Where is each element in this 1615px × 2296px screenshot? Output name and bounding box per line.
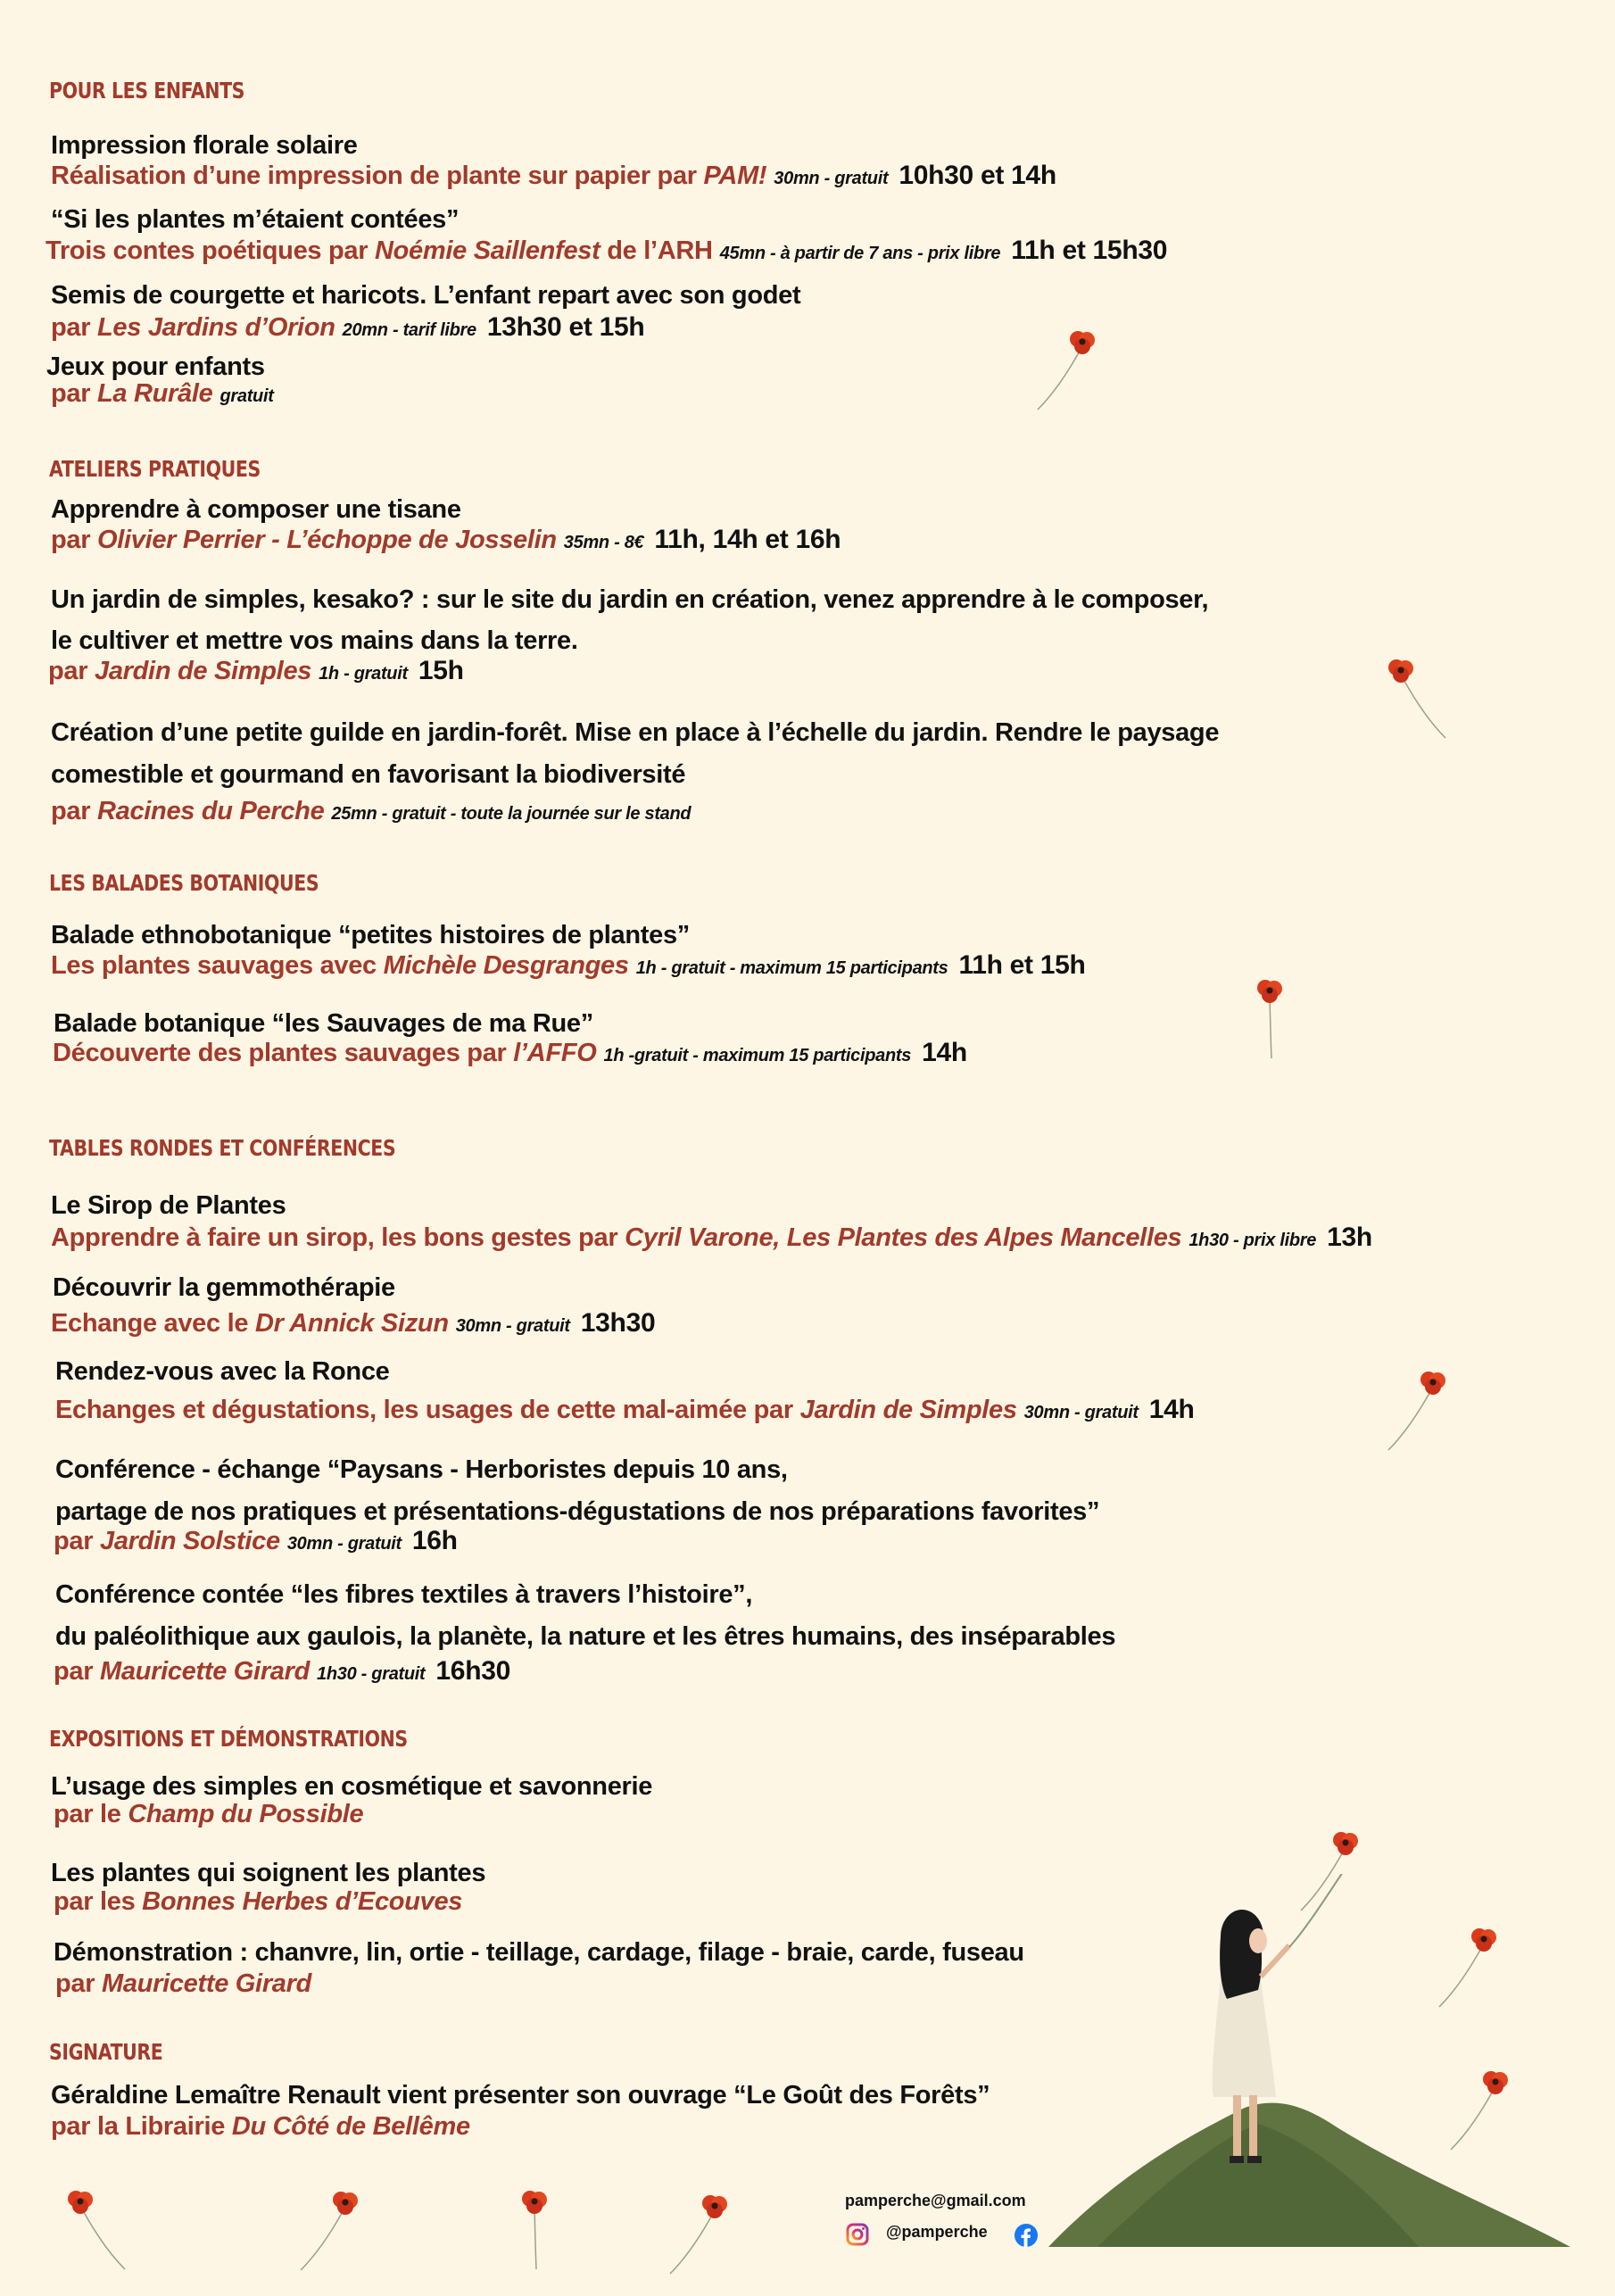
title-text: “Si les plantes m’étaient contées” <box>51 205 460 234</box>
title-text: Création d’une petite guilde en jardin-forêt. Mise en place à l’échelle du jardin. Rendre le paysage <box>51 718 1220 747</box>
activity-details <box>54 1654 510 1689</box>
activity-title <box>51 2077 990 2113</box>
host-name: La Rurâle <box>97 379 213 408</box>
title-text: L’usage des simples en cosmétique et savonnerie <box>51 1772 653 1801</box>
duration-price: 1h -gratuit - maximum 15 participants <box>603 1046 912 1065</box>
activity-title <box>53 1270 395 1305</box>
description-text: par <box>51 313 97 342</box>
activity-details <box>53 1035 967 1071</box>
duration-price: 25mn - gratuit - toute la journée sur le stand <box>331 804 692 824</box>
section-heading-text: TABLES RONDES ET CONFÉRENCES <box>49 1135 396 1161</box>
activity-title <box>51 715 1219 750</box>
description-text: Echange avec le <box>51 1309 255 1338</box>
activity-title <box>51 582 1208 618</box>
activity-details <box>48 653 464 689</box>
host-name: Les Jardins d’Orion <box>97 313 335 342</box>
schedule-time: 16h <box>411 1526 458 1555</box>
girl-on-hill-illustration <box>1044 1874 1579 2258</box>
duration-price: gratuit <box>219 386 274 406</box>
activity-title <box>55 1452 788 1488</box>
description-text: Découverte des plantes sauvages par <box>53 1039 514 1067</box>
activity-title <box>55 1354 389 1389</box>
duration-price: 1h - gratuit <box>319 664 408 684</box>
description-text: par les <box>54 1887 143 1916</box>
schedule-time: 10h30 et 14h <box>899 161 1056 190</box>
title-text: Le Sirop de Plantes <box>51 1191 286 1220</box>
title-text: du paléolithique aux gaulois, la planète, la nature et les êtres humains, des inséparables <box>55 1622 1116 1651</box>
title-text: Conférence - échange “Paysans - Herboristes depuis 10 ans, <box>55 1455 788 1484</box>
duration-price: 30mn - gratuit <box>774 169 889 188</box>
title-text: Balade botanique “les Sauvages de ma Rue” <box>54 1009 593 1038</box>
activity-title <box>55 1577 752 1612</box>
description-text: Apprendre à faire un sirop, les bons gestes par <box>51 1223 625 1252</box>
title-text: Démonstration : chanvre, lin, ortie - teillage, cardage, filage - braie, carde, fuseau <box>54 1938 1024 1967</box>
title-text: Géraldine Lemaître Renault vient présenter son ouvrage “Le Goût des Forêts” <box>51 2081 990 2110</box>
activity-details <box>51 793 698 829</box>
section-heading-text: POUR LES ENFANTS <box>49 78 245 104</box>
host-name: Jardin de Simples <box>95 657 312 685</box>
activity-title <box>51 278 800 313</box>
activity-details <box>51 1305 655 1341</box>
schedule-time: 14h <box>922 1038 967 1067</box>
duration-price: 1h30 - prix libre <box>1188 1231 1317 1250</box>
title-text: Un jardin de simples, kesako? : sur le site du jardin en création, venez apprendre à le composer, <box>51 585 1209 614</box>
description-text: Trois contes poétiques par <box>46 236 375 265</box>
host-name: Dr Annick Sizun <box>254 1309 449 1338</box>
duration-price: 20mn - tarif libre <box>342 320 476 340</box>
schedule-time: 13h <box>1327 1223 1372 1252</box>
title-text: Semis de courgette et haricots. L’enfant repart avec son godet <box>51 281 801 310</box>
duration-price: 30mn - gratuit <box>455 1316 570 1336</box>
section-heading-text: SIGNATURE <box>49 2039 163 2065</box>
schedule-time: 11h et 15h30 <box>1011 236 1168 265</box>
activity-details <box>51 158 1056 194</box>
activity-details <box>51 948 1086 983</box>
schedule-time: 13h30 <box>580 1308 656 1338</box>
section-heading <box>49 1125 471 1161</box>
host-name: Jardin de Simples <box>799 1396 1017 1424</box>
description-text: par <box>51 379 97 408</box>
poppy-icon <box>292 2185 399 2292</box>
activity-details <box>51 2109 470 2144</box>
title-text: Balade ethnobotanique “petites histoires de plantes” <box>51 921 690 949</box>
facebook-icon[interactable] <box>1014 2223 1039 2252</box>
description-text: Echanges et dégustations, les usages de cette mal-aimée par <box>55 1396 800 1424</box>
description-text: par <box>51 797 97 825</box>
host-name: Noémie Saillenfest <box>375 236 600 265</box>
description-text: de l’ARH <box>600 236 713 265</box>
duration-price: 30mn - gratuit <box>286 1534 402 1554</box>
host-name: Mauricette Girard <box>100 1657 311 1686</box>
title-text: le cultiver et mettre vos mains dans la terre. <box>51 626 578 655</box>
poppy-icon <box>27 2184 134 2292</box>
duration-price: 1h30 - gratuit <box>317 1664 426 1684</box>
activity-details <box>54 1796 363 1832</box>
activity-details <box>55 1966 311 2002</box>
title-text: partage de nos pratiques et présentations-dégustations de nos préparations favorites” <box>55 1497 1100 1526</box>
host-name: Bonnes Herbes d’Ecouves <box>142 1887 463 1916</box>
poppy-icon <box>481 2184 588 2292</box>
title-text: comestible et gourmand en favorisant la biodiversité <box>51 760 686 789</box>
instagram-handle[interactable]: @pamperche <box>886 2223 988 2241</box>
activity-details <box>54 1884 462 1919</box>
description-text: par <box>55 1969 102 1998</box>
activity-details <box>46 233 1167 269</box>
host-name: Olivier Perrier - L’échoppe de Josselin <box>97 526 557 554</box>
host-name: Champ du Possible <box>128 1800 364 1828</box>
section-heading <box>49 2029 187 2065</box>
activity-details <box>51 376 281 411</box>
activity-details <box>51 522 841 558</box>
host-name: PAM! <box>703 162 767 190</box>
section-heading-text: ATELIERS PRATIQUES <box>49 456 261 482</box>
poppy-icon <box>1347 653 1454 760</box>
title-text: Rendez-vous avec la Ronce <box>55 1357 390 1386</box>
section-heading-text: LES BALADES BOTANIQUES <box>49 870 319 896</box>
title-text: Conférence contée “les fibres textiles à travers l’histoire”, <box>55 1580 753 1609</box>
activity-title <box>55 1619 1115 1654</box>
section-heading <box>49 860 378 896</box>
description-text: par <box>54 1527 100 1555</box>
title-text: Découvrir la gemmothérapie <box>53 1273 395 1302</box>
duration-price: 35mn - 8€ <box>563 533 644 552</box>
schedule-time: 14h <box>1148 1395 1195 1424</box>
host-name: Racines du Perche <box>97 797 325 825</box>
description-text: par <box>51 526 97 554</box>
schedule-time: 15h <box>418 656 464 685</box>
section-heading <box>49 1716 486 1752</box>
schedule-time: 16h30 <box>435 1656 510 1686</box>
activity-details <box>51 1220 1372 1256</box>
host-name: Du Côté de Bellême <box>231 2112 470 2141</box>
section-heading <box>49 446 307 482</box>
host-name: l’AFFO <box>513 1039 597 1067</box>
section-heading-text: EXPOSITIONS ET DÉMONSTRATIONS <box>49 1726 408 1752</box>
schedule-time: 13h30 et 15h <box>486 312 645 342</box>
activity-title <box>51 757 685 792</box>
section-heading <box>49 68 287 104</box>
schedule-time: 11h et 15h <box>958 950 1086 980</box>
host-name: Cyril Varone, Les Plantes des Alpes Mancelles <box>625 1223 1182 1252</box>
host-name: Michèle Desgranges <box>383 951 629 980</box>
description-text: par <box>54 1657 100 1686</box>
title-text: Impression florale solaire <box>51 131 358 160</box>
title-text: Apprendre à composer une tisane <box>51 495 461 524</box>
contact-email[interactable]: pamperche@gmail.com <box>845 2192 1026 2209</box>
instagram-icon[interactable] <box>845 2222 870 2251</box>
activity-title <box>54 1935 1024 1970</box>
description-text: Réalisation d’une impression de plante sur papier par <box>51 162 704 190</box>
activity-details <box>54 1523 458 1559</box>
schedule-time: 11h, 14h et 16h <box>654 525 841 554</box>
description-text: par <box>48 657 95 685</box>
duration-price: 1h - gratuit - maximum 15 participants <box>635 958 948 978</box>
activity-details <box>51 310 644 345</box>
activity-details <box>55 1392 1195 1428</box>
poppy-icon <box>661 2189 768 2296</box>
description-text: Les plantes sauvages avec <box>51 951 384 980</box>
host-name: Mauricette Girard <box>102 1969 312 1998</box>
activity-title <box>51 202 459 237</box>
host-name: Jardin Solstice <box>100 1527 280 1555</box>
title-text: Jeux pour enfants <box>46 352 265 381</box>
poppy-icon <box>1029 325 1136 432</box>
duration-price: 45mn - à partir de 7 ans - prix libre <box>719 244 1001 263</box>
description-text: par le <box>54 1800 128 1828</box>
poppy-icon <box>1379 1365 1487 1472</box>
title-text: Les plantes qui soignent les plantes <box>51 1859 486 1887</box>
poppy-icon <box>1216 974 1323 1081</box>
activity-title <box>51 1188 286 1223</box>
duration-price: 30mn - gratuit <box>1023 1403 1139 1422</box>
description-text: par la Librairie <box>51 2112 232 2141</box>
